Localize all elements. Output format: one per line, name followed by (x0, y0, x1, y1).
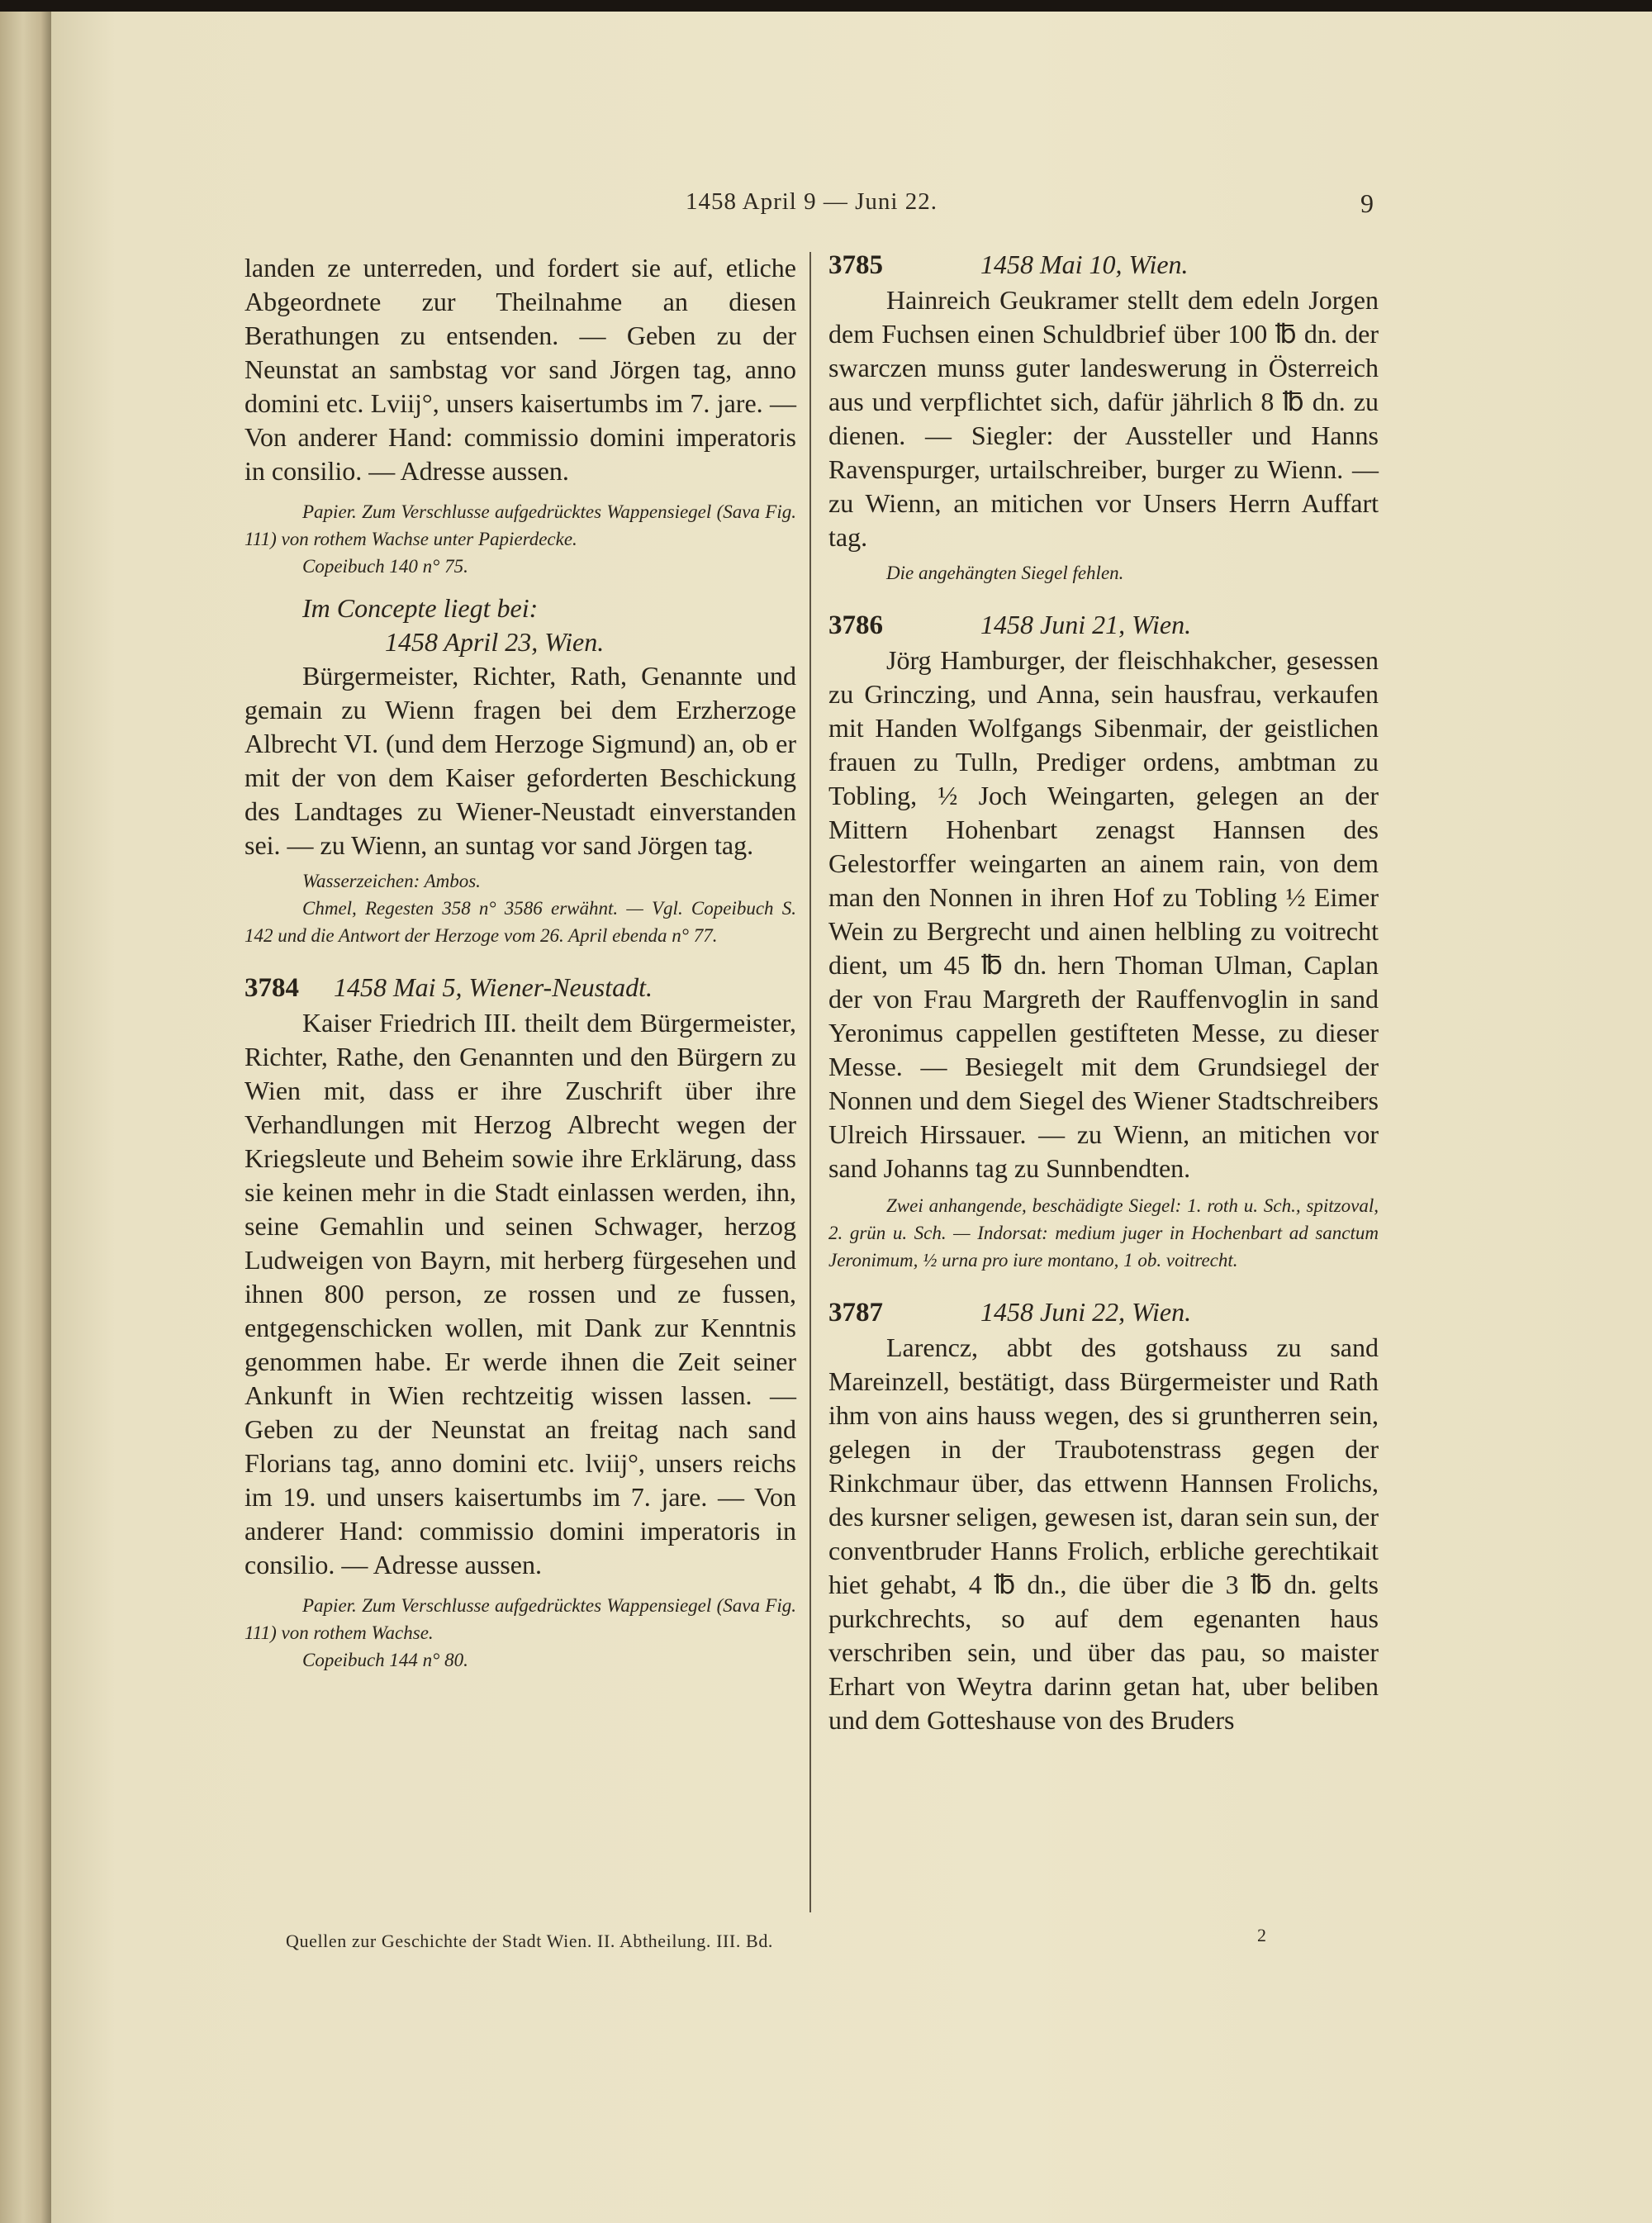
column-divider (809, 252, 811, 1912)
entry-heading-3786 (828, 606, 1379, 644)
entry-date: 1458 Mai 10, Wien. (980, 249, 1189, 279)
entry-text-3785: Hainreich Geukramer stellt dem edeln Jorgen dem Fuchsen einen Schuldbrief über 100 ℔ dn. der swarczen munss guter landeswerung in Österreich aus und verpflichtet sich, dafür jährlich 8 ℔ dn. zu dienen. — Siegler: der Aussteller und Hanns Ravenspurger, urtailschreiber, burger zu Wienn. — zu Wienn, an mitichen vor Unsers Herrn Auffart tag. (828, 285, 1379, 552)
book-spine (0, 12, 51, 2223)
entry-note-copybook-3784: Copeibuch 144 n° 80. (302, 1650, 468, 1670)
entry-number: 3787 (828, 1298, 883, 1328)
page-number: 9 (1360, 188, 1374, 218)
signature-mark: 2 (1257, 1925, 1266, 1945)
concept-watermark-note: Wasserzeichen: Ambos. (302, 871, 481, 891)
entry-heading-3787 (828, 1294, 1379, 1331)
concept-text: Bürgermeister, Richter, Rath, Genannte und gemain zu Wienn fragen bei dem Erzherzoge Albrecht VI. (und dem Herzoge Sigmund) an, ob er mit der von dem Kaiser geforderten Beschickung des Landtages zu Wiener-Neustadt einverstanden sei. — zu Wienn, an suntag vor sand Jörgen tag. (244, 661, 796, 860)
right-column (828, 246, 1379, 1737)
note-copybook: Copeibuch 140 n° 75. (302, 556, 468, 577)
entry-note-3786: Zwei anhangende, beschädigte Siegel: 1. roth u. Sch., spitzoval, 2. grün u. Sch. — Indorsat: medium juger in Hochenbart ad sanctum Jeronimum, ½ urna pro iure montano, 1 ob. voitrecht. (828, 1195, 1379, 1271)
entry-number: 3785 (828, 250, 883, 280)
entry-heading-3784 (244, 969, 796, 1006)
entry-text-3786: Jörg Hamburger, der fleischhakcher, gesessen zu Grinczing, und Anna, sein hausfrau, verkaufen mit Handen Wolfgangs Sibenmair, der geistlichen frauen zu Tulln, Prediger ordens, ambtman zu Tobling, ½ Joch Weingarten, gelegen an der Mittern Hohenbart zenagst Hannsen des Gelestorffer weingarten an ainem rain, von dem man den Nonnen in ihren Hof zu Tobling ½ Eimer Wein zu Bergrecht und ainen helbling zu voitrecht dient, um 45 ℔ dn. hern Thoman Ulman, Caplan der von Frau Margreth der Rauffenvoglin in sand Yeronimus cappellen gestifteten Messe, zu dieser Messe. — Besiegelt mit dem Grundsiegel der Nonnen und dem Siegel des Wiener Stadtschreibers Ulreich Hirssauer. — zu Wienn, an mitichen vor sand Johanns tag zu Sunnbendten. (828, 645, 1379, 1183)
entry-text-3784: Kaiser Friedrich III. theilt dem Bürgermeister, Richter, Rathe, den Genannten und den Bürgern zu Wien mit, dass er ihre Zuschrift über ihre Verhandlungen mit Herzog Albrecht wegen der Kriegsleute und Beheim sowie ihre Erklärung, dass sie keinen mehr in die Stadt einlassen werden, ihn, seine Gemahlin und seinen Schwager, herzog Ludweigen von Bayrn, mit herberg fürgesehen und ihnen 800 person, ze rossen und ze fussen, entgegenschicken wollen, mit Dank zur Kenntnis genommen habe. Er werde ihnen die Zeit seiner Ankunft in Wien rechtzeitig wissen lassen. — Geben zu der Neunstat an freitag nach sand Florians tag, anno domini etc. lviij°, unsers reichs im 19. und unsers kaisertumbs im 7. jare. — Von anderer Hand: commissio domini imperatoris in consilio. — Adresse aussen. (244, 1008, 796, 1579)
entry-date: 1458 Juni 22, Wien. (980, 1297, 1192, 1327)
left-column (244, 251, 796, 1674)
entry-date: 1458 Mai 5, Wiener-Neustadt. (334, 972, 653, 1002)
concept-heading: Im Concepte liegt bei: (302, 593, 539, 623)
entry-note-paper-3784: Papier. Zum Verschlusse aufgedrücktes Wappensiegel (Sava Fig. 111) von rothem Wachse. (244, 1595, 796, 1643)
entry-number: 3786 (828, 610, 883, 640)
entry-note-3785: Die angehängten Siegel fehlen. (886, 563, 1124, 583)
entry-text-3787: Larencz, abbt des gotshauss zu sand Mareinzell, bestätigt, dass Bürgermeister und Rath ihm von ains hauss wegen, des si gruntherren sein, gelegen in der Traubotenstrass gegen der Rinkchmaur über, das ettwenn Hannsen Frolichs, des kursner seligen, gewesen ist, daran sein sun, der conventbruder Hanns Frolich, erbliche gerechtikait hiet gehabt, 4 ℔ dn., die über die 3 ℔ dn. gelts purkchrechts, so auf dem egenanten haus verschriben sein, und über das pau, so maister Erhart von Weytra darinn getan hat, uber beliben und dem Gotteshause von des Bruders (828, 1332, 1379, 1735)
source-footer: Quellen zur Geschichte der Stadt Wien. II. Abtheilung. III. Bd. (286, 1931, 774, 1951)
note-paper: Papier. Zum Verschlusse aufgedrücktes Wappensiegel (Sava Fig. 111) von rothem Wachse unter Papierdecke. (244, 501, 796, 549)
concept-date: 1458 April 23, Wien. (385, 627, 605, 657)
concept-reference-note: Chmel, Regesten 358 n° 3586 erwähnt. — Vgl. Copeibuch S. 142 und die Antwort der Herzoge vom 26. April ebenda n° 77. (244, 898, 796, 946)
entry-date: 1458 Juni 21, Wien. (980, 610, 1192, 639)
entry-heading-3785 (828, 246, 1379, 283)
continuation-text: landen ze unterreden, und fordert sie auf, etliche Abgeordnete zur Theilnahme an diesen Berathungen zu entsenden. — Geben zu der Neunstat an sambstag vor sand Jörgen tag, anno domini etc. Lviij°, unsers kaisertumbs im 7. jare. — Von anderer Hand: commissio domini imperatoris in consilio. — Adresse aussen. (244, 253, 796, 486)
running-title: 1458 April 9 — Juni 22. (686, 188, 938, 215)
entry-number: 3784 (244, 973, 299, 1003)
